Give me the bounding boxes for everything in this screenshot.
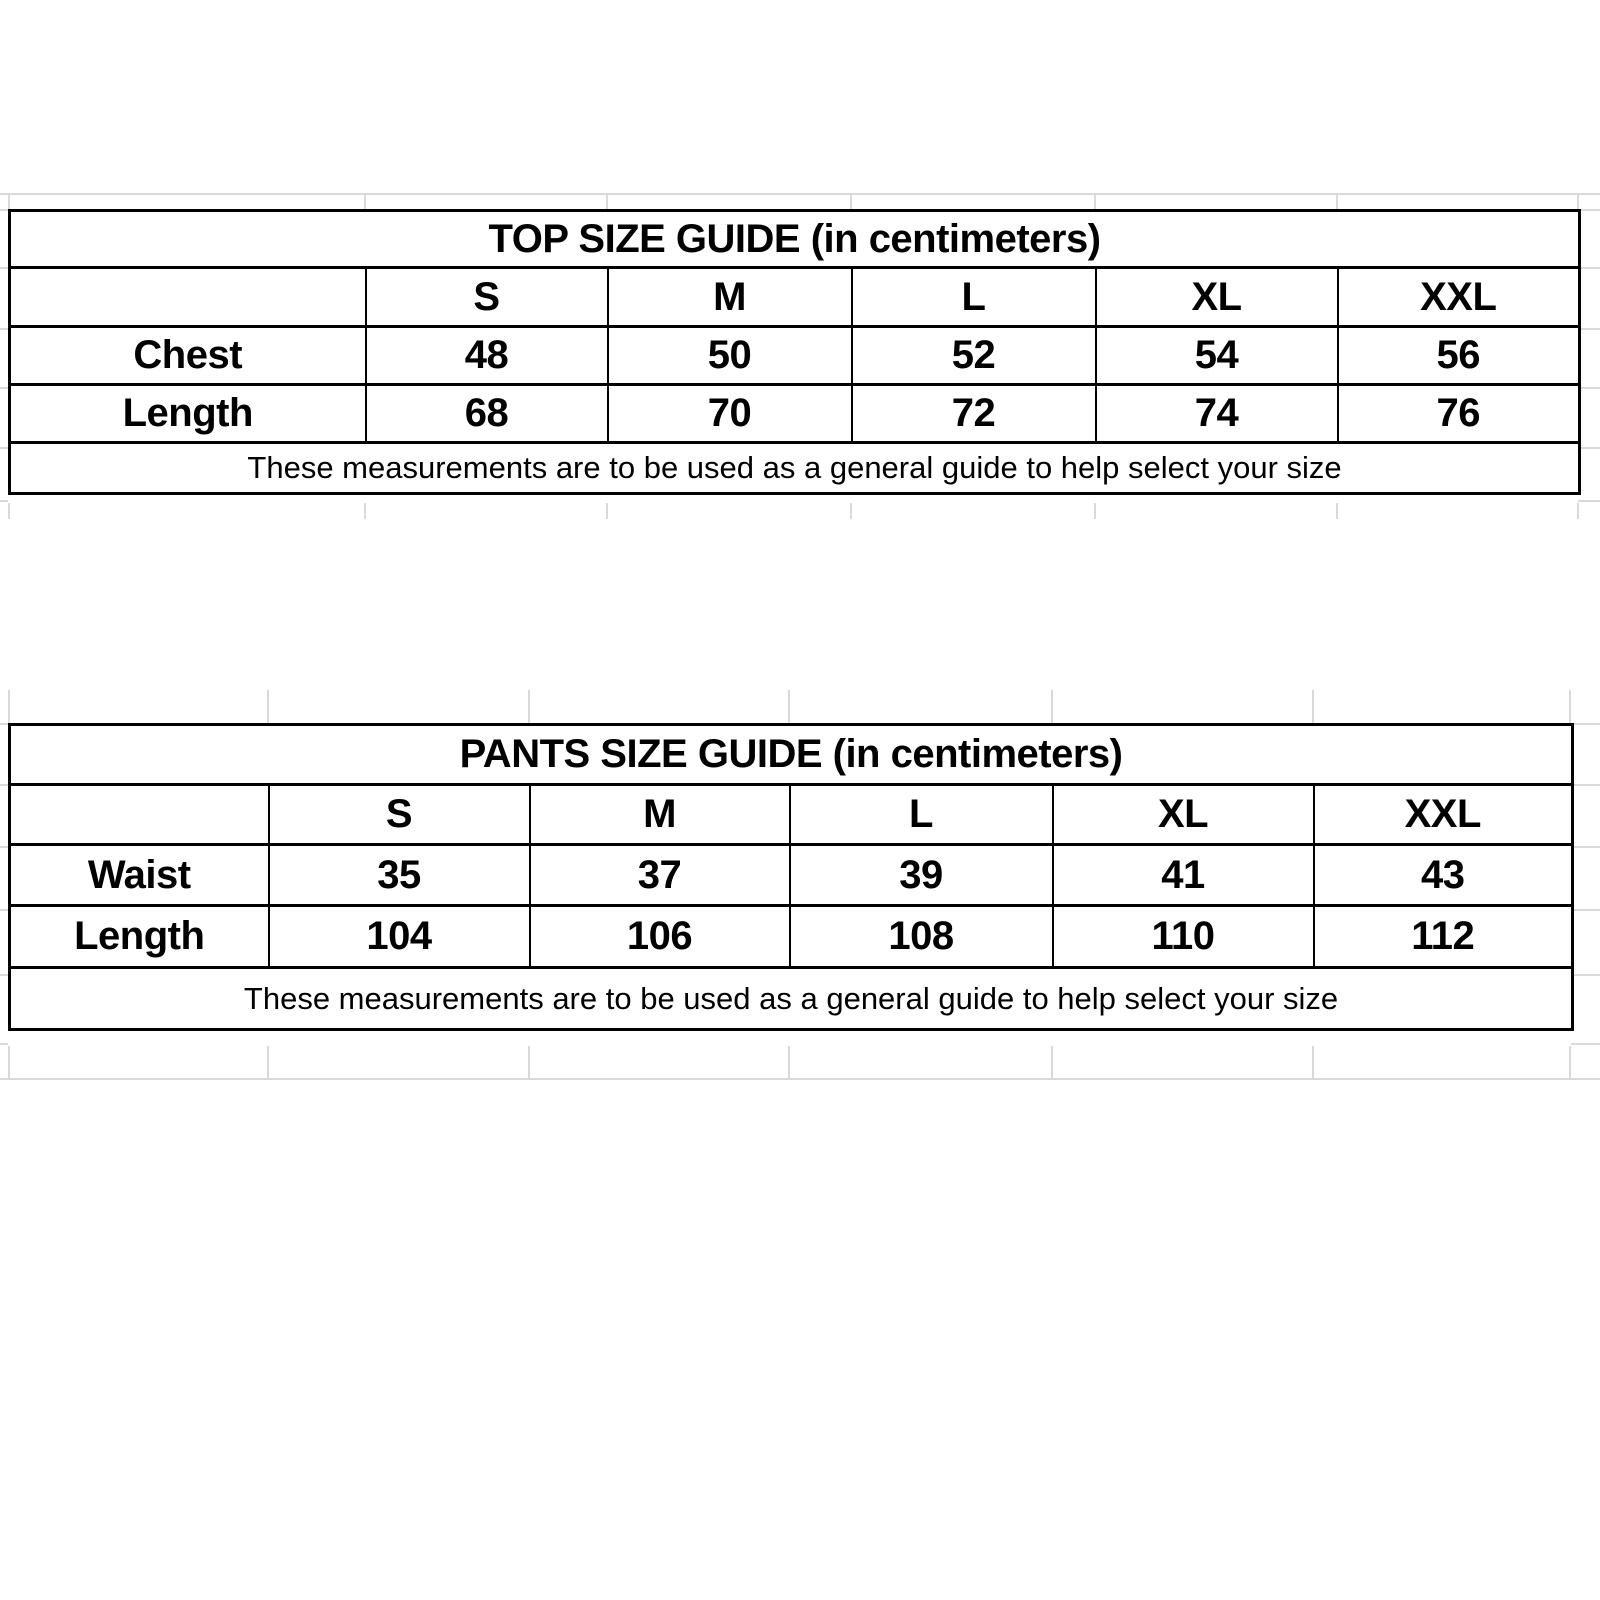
corner-cell bbox=[10, 268, 366, 327]
spreadsheet-gridline bbox=[606, 193, 608, 209]
measurement-cell: 106 bbox=[530, 906, 790, 968]
spreadsheet-gridline bbox=[0, 846, 8, 848]
spreadsheet-gridline bbox=[1571, 974, 1600, 976]
table-footnote: These measurements are to be used as a general guide to help select your size bbox=[10, 443, 1580, 494]
spreadsheet-gridline bbox=[1094, 503, 1096, 519]
table-footnote: These measurements are to be used as a general guide to help select your size bbox=[10, 968, 1573, 1030]
spreadsheet-gridline bbox=[1577, 503, 1579, 519]
spreadsheet-gridline bbox=[1578, 447, 1600, 449]
measurement-cell: 56 bbox=[1338, 327, 1580, 385]
spreadsheet-gridline bbox=[1578, 267, 1600, 269]
measurement-cell: 72 bbox=[852, 385, 1096, 443]
size-header-m: M bbox=[530, 785, 790, 845]
size-header-xl: XL bbox=[1053, 785, 1314, 845]
spreadsheet-gridline bbox=[1571, 784, 1600, 786]
spreadsheet-gridline bbox=[1571, 723, 1600, 725]
spreadsheet-gridline bbox=[0, 1078, 1600, 1080]
row-label-length: Length bbox=[10, 906, 269, 968]
table-row bbox=[10, 906, 1573, 968]
spreadsheet-gridline bbox=[1312, 690, 1314, 723]
measurement-cell: 39 bbox=[790, 845, 1053, 906]
spreadsheet-gridline bbox=[1336, 503, 1338, 519]
measurement-cell: 35 bbox=[269, 845, 530, 906]
spreadsheet-gridline bbox=[850, 193, 852, 209]
measurement-cell: 68 bbox=[366, 385, 608, 443]
measurement-cell: 50 bbox=[608, 327, 852, 385]
table-row bbox=[10, 327, 1580, 385]
row-label-length: Length bbox=[10, 385, 366, 443]
spreadsheet-gridline bbox=[8, 1046, 10, 1078]
measurement-cell: 110 bbox=[1053, 906, 1314, 968]
size-header-m: M bbox=[608, 268, 852, 327]
spreadsheet-gridline bbox=[267, 1046, 269, 1078]
measurement-cell: 104 bbox=[269, 906, 530, 968]
measurement-cell: 43 bbox=[1314, 845, 1573, 906]
spreadsheet-gridline bbox=[8, 503, 10, 519]
spreadsheet-gridline bbox=[606, 503, 608, 519]
spreadsheet-gridline bbox=[0, 723, 8, 725]
spreadsheet-gridline bbox=[0, 447, 8, 449]
corner-cell bbox=[10, 785, 269, 845]
row-label-waist: Waist bbox=[10, 845, 269, 906]
spreadsheet-gridline bbox=[1577, 193, 1579, 209]
size-header-l: L bbox=[852, 268, 1096, 327]
spreadsheet-gridline bbox=[1571, 846, 1600, 848]
spreadsheet-gridline bbox=[0, 209, 8, 211]
spreadsheet-gridline bbox=[1571, 1043, 1600, 1045]
spreadsheet-gridline bbox=[0, 784, 8, 786]
measurement-cell: 52 bbox=[852, 327, 1096, 385]
spreadsheet-gridline bbox=[0, 1043, 8, 1045]
spreadsheet-gridline bbox=[1578, 500, 1600, 502]
size-header-xl: XL bbox=[1096, 268, 1338, 327]
spreadsheet-gridline bbox=[0, 974, 8, 976]
spreadsheet-gridline bbox=[267, 690, 269, 723]
measurement-cell: 76 bbox=[1338, 385, 1580, 443]
measurement-cell: 48 bbox=[366, 327, 608, 385]
spreadsheet-gridline bbox=[1569, 1046, 1571, 1078]
spreadsheet-gridline bbox=[0, 500, 8, 502]
table-row bbox=[10, 385, 1580, 443]
size-header-l: L bbox=[790, 785, 1053, 845]
measurement-cell: 108 bbox=[790, 906, 1053, 968]
size-header-s: S bbox=[269, 785, 530, 845]
spreadsheet-gridline bbox=[1569, 690, 1571, 723]
measurement-cell: 41 bbox=[1053, 845, 1314, 906]
size-header-xxl: XXL bbox=[1338, 268, 1580, 327]
spreadsheet-gridline bbox=[1094, 193, 1096, 209]
table-title: TOP SIZE GUIDE (in centimeters) bbox=[10, 211, 1580, 268]
spreadsheet-gridline bbox=[0, 387, 8, 389]
spreadsheet-gridline bbox=[364, 193, 366, 209]
spreadsheet-gridline bbox=[1578, 328, 1600, 330]
spreadsheet-gridline bbox=[788, 690, 790, 723]
spreadsheet-gridline bbox=[528, 1046, 530, 1078]
spreadsheet-gridline bbox=[1051, 690, 1053, 723]
pants-size-guide-table bbox=[8, 723, 1574, 1031]
measurement-cell: 70 bbox=[608, 385, 852, 443]
spreadsheet-gridline bbox=[528, 690, 530, 723]
spreadsheet-gridline bbox=[8, 690, 10, 723]
spreadsheet-gridline bbox=[364, 503, 366, 519]
spreadsheet-gridline bbox=[788, 1046, 790, 1078]
measurement-cell: 37 bbox=[530, 845, 790, 906]
measurement-cell: 112 bbox=[1314, 906, 1573, 968]
spreadsheet-gridline bbox=[0, 193, 1600, 195]
measurement-cell: 54 bbox=[1096, 327, 1338, 385]
spreadsheet-gridline bbox=[0, 267, 8, 269]
table-row bbox=[10, 845, 1573, 906]
spreadsheet-gridline bbox=[1312, 1046, 1314, 1078]
table-title: PANTS SIZE GUIDE (in centimeters) bbox=[10, 725, 1573, 785]
spreadsheet-gridline bbox=[850, 503, 852, 519]
spreadsheet-gridline bbox=[1336, 193, 1338, 209]
spreadsheet-gridline bbox=[0, 909, 8, 911]
spreadsheet-gridline bbox=[1051, 1046, 1053, 1078]
size-header-s: S bbox=[366, 268, 608, 327]
spreadsheet-gridline bbox=[1578, 387, 1600, 389]
spreadsheet-gridline bbox=[8, 193, 10, 209]
spreadsheet-gridline bbox=[1571, 909, 1600, 911]
measurement-cell: 74 bbox=[1096, 385, 1338, 443]
row-label-chest: Chest bbox=[10, 327, 366, 385]
top-size-guide-table bbox=[8, 209, 1581, 495]
spreadsheet-gridline bbox=[1578, 209, 1600, 211]
spreadsheet-gridline bbox=[0, 328, 8, 330]
size-header-xxl: XXL bbox=[1314, 785, 1573, 845]
